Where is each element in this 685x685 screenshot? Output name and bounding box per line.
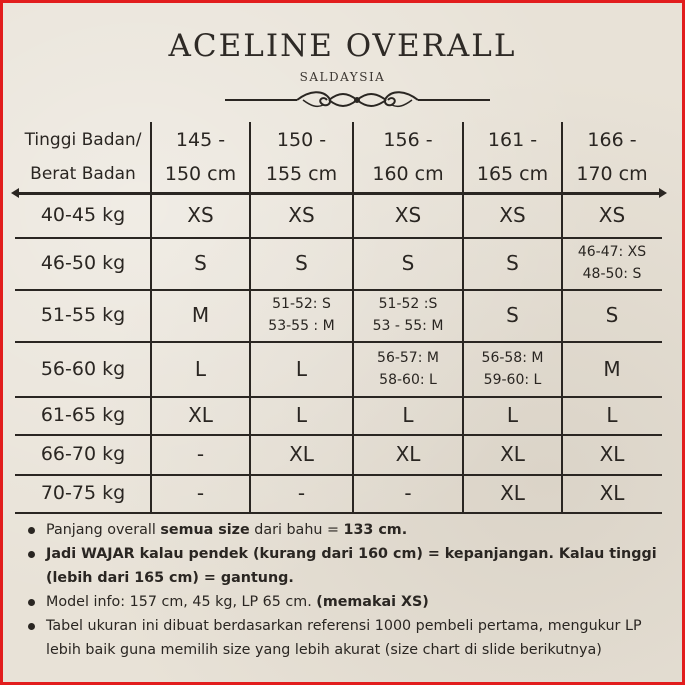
size-cell-line: - bbox=[297, 481, 306, 505]
size-cell-line: 48-50: S bbox=[582, 266, 642, 282]
size-cell-line: XL bbox=[500, 481, 525, 505]
size-cell-line: 46-47: XS bbox=[577, 244, 647, 260]
size-cell-line: L bbox=[606, 403, 618, 427]
note-text: Jadi WAJAR kalau pendek (kurang dari 160 cm) = kepanjangan. Kalau tinggi (lebih dari 165 cm) = gantung. bbox=[46, 546, 657, 586]
size-cell-line: 58-60: L bbox=[379, 371, 437, 388]
height-range-header-line: 160 cm bbox=[372, 163, 444, 185]
bullet-icon bbox=[28, 527, 35, 534]
note-text: Tabel ukuran ini dibuat berdasarkan referensi 1000 pembeli pertama, mengukur LP lebih baik guna memilih size yang lebih akurat (size chart di slide berikutnya) bbox=[46, 618, 642, 658]
note-text: (memakai XS) bbox=[316, 594, 429, 610]
size-cell-line: XS bbox=[288, 202, 315, 227]
page-title: ACELINE OVERALL bbox=[168, 28, 517, 64]
note-text: 133 cm. bbox=[343, 522, 408, 538]
size-cell-line: L bbox=[295, 356, 308, 381]
brand-name: SALDAYSIA bbox=[299, 70, 386, 84]
note-item bbox=[28, 614, 668, 662]
height-range-header-line: 165 cm bbox=[476, 163, 549, 185]
size-cell-line: S bbox=[401, 251, 415, 275]
weight-range-label: 66-70 kg bbox=[40, 443, 126, 465]
size-cell-line: 59-60: L bbox=[483, 371, 542, 388]
bullet-icon bbox=[28, 623, 35, 630]
height-range-header-line: 150 - bbox=[276, 129, 327, 151]
size-cell-line: XS bbox=[394, 202, 422, 227]
height-range-header-line: 161 - bbox=[487, 129, 538, 151]
note-text: Panjang overall bbox=[46, 522, 161, 538]
header-label-line: Tinggi Badan/ bbox=[24, 130, 142, 150]
note-item bbox=[28, 542, 668, 590]
note-text: Model info: 157 cm, 45 kg, LP 65 cm. bbox=[46, 594, 317, 610]
size-cell-line: M bbox=[191, 303, 210, 327]
height-range-header-line: 170 cm bbox=[576, 163, 648, 185]
size-cell-line: S bbox=[194, 251, 207, 275]
size-cell-line: L bbox=[402, 403, 414, 427]
notes-list bbox=[28, 518, 668, 662]
size-cell-line: 53 - 55: M bbox=[372, 318, 444, 334]
size-cell-line: XL bbox=[289, 442, 314, 466]
height-range-header-line: 145 - bbox=[175, 129, 226, 151]
size-cell-line: L bbox=[194, 356, 207, 381]
size-cell-line: S bbox=[506, 251, 519, 275]
bullet-icon bbox=[28, 599, 35, 606]
size-cell-line: XL bbox=[395, 442, 421, 466]
height-range-header-line: 156 - bbox=[383, 129, 433, 151]
size-cell-line: 53-55 : M bbox=[268, 318, 335, 334]
size-cell-line: 56-58: M bbox=[481, 349, 544, 366]
size-cell-line: S bbox=[506, 303, 519, 327]
weight-range-label: 40-45 kg bbox=[40, 203, 126, 226]
weight-range-label: 56-60 kg bbox=[40, 357, 126, 380]
size-cell-line: - bbox=[196, 481, 205, 505]
height-range-header-line: 155 cm bbox=[265, 163, 338, 185]
size-cell-line: XL bbox=[599, 442, 625, 466]
note-item bbox=[28, 518, 668, 542]
weight-range-label: 70-75 kg bbox=[40, 482, 126, 504]
size-cell-line: L bbox=[295, 403, 308, 427]
weight-range-label: 61-65 kg bbox=[40, 404, 126, 426]
note-text: semua size bbox=[160, 522, 250, 538]
bullet-icon bbox=[28, 551, 35, 558]
size-cell-line: 56-57: M bbox=[377, 349, 439, 366]
header-label-line: Berat Badan bbox=[30, 164, 136, 184]
size-cell-line: L bbox=[506, 403, 519, 427]
note-item bbox=[28, 590, 668, 614]
height-range-header-line: 166 - bbox=[587, 129, 637, 151]
size-cell-line: 51-52: S bbox=[272, 296, 331, 312]
size-cell-line: XS bbox=[187, 202, 214, 227]
size-cell-line: 51-52 :S bbox=[378, 296, 438, 312]
size-cell-line: - bbox=[404, 481, 412, 505]
size-cell-line: S bbox=[295, 251, 308, 275]
size-cell-line: M bbox=[603, 356, 621, 381]
size-cell-line: XL bbox=[500, 442, 525, 466]
size-cell-line: XL bbox=[599, 481, 625, 505]
weight-range-label: 51-55 kg bbox=[40, 304, 126, 326]
size-cell-line: XS bbox=[499, 202, 526, 227]
height-range-header-line: 150 cm bbox=[164, 163, 237, 185]
size-cell-line: - bbox=[196, 442, 205, 466]
weight-range-label: 46-50 kg bbox=[40, 252, 126, 274]
note-text: dari bahu = bbox=[249, 522, 344, 538]
size-cell-line: XS bbox=[598, 202, 626, 227]
size-cell-line: S bbox=[605, 303, 619, 327]
size-cell-line: XL bbox=[188, 403, 213, 427]
